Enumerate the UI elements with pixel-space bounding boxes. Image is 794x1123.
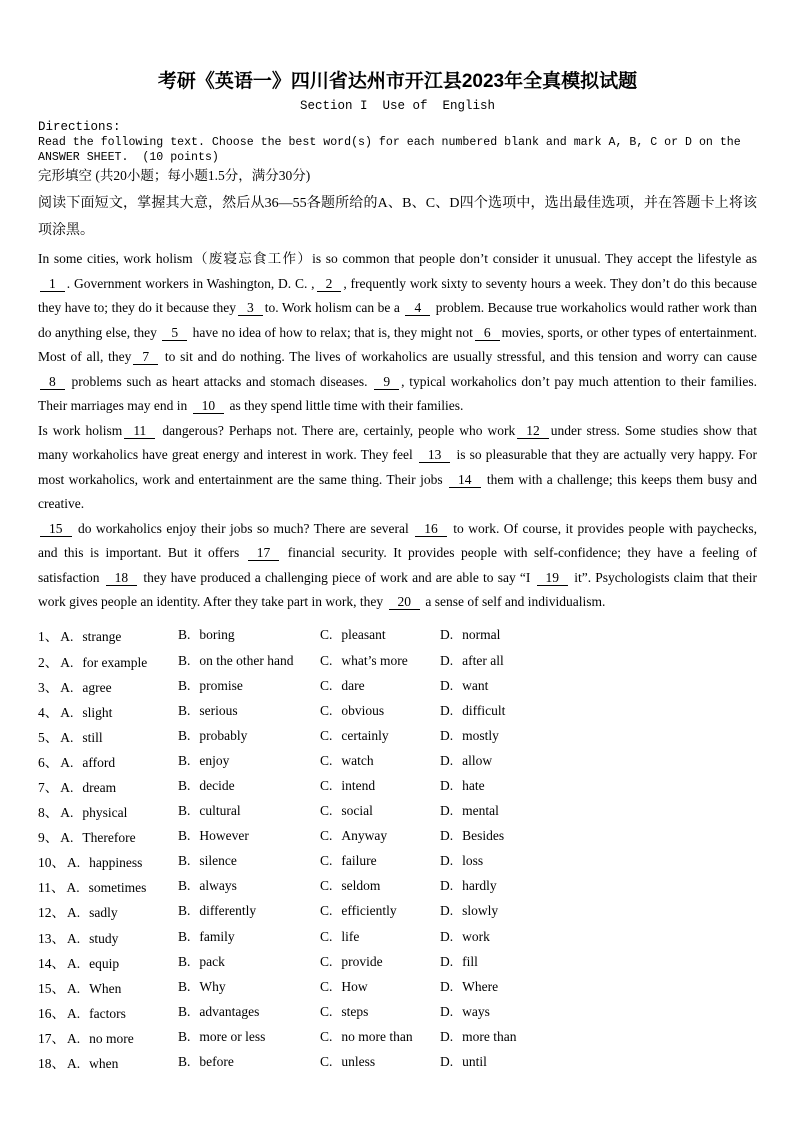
- option-text-b: boring: [199, 627, 235, 643]
- option-text-b: probably: [199, 727, 248, 743]
- option-a: [38, 751, 178, 771]
- option-letter-c: C.: [320, 978, 333, 994]
- option-b: [178, 753, 320, 769]
- option-text-b: decide: [199, 778, 235, 794]
- cloze-blank-2: 2: [317, 276, 342, 292]
- option-text-d: Where: [462, 978, 499, 994]
- option-b: [178, 903, 320, 919]
- option-letter-b: B.: [178, 803, 191, 819]
- option-letter-b: B.: [178, 752, 191, 768]
- option-text-a: sadly: [89, 905, 118, 921]
- option-text-d: hate: [462, 778, 485, 794]
- option-b: [178, 878, 320, 894]
- option-letter-b: B.: [178, 1054, 191, 1070]
- cloze-blank-3: 3: [238, 300, 263, 316]
- question-number: 10、: [38, 855, 65, 871]
- option-b: [178, 778, 320, 794]
- option-text-d: normal: [462, 627, 501, 643]
- option-text-c: what’s more: [341, 652, 408, 668]
- question-number: 4、: [38, 704, 59, 720]
- option-letter-c: C.: [320, 828, 333, 844]
- option-d: [440, 903, 757, 919]
- section-heading: Section I Use of English: [299, 99, 496, 113]
- cloze-blank-18: 18: [106, 570, 138, 586]
- option-letter-d: D.: [440, 627, 454, 643]
- option-d: [440, 653, 757, 669]
- option-text-a: physical: [82, 805, 128, 821]
- option-b: [178, 1054, 320, 1070]
- option-text-a: sometimes: [88, 880, 147, 896]
- option-text-d: more than: [462, 1028, 517, 1044]
- option-b: [178, 1029, 320, 1045]
- option-text-c: intend: [341, 778, 376, 794]
- exam-title: 考研《英语一》四川省达州市开江县2023年全真模拟试题: [157, 71, 638, 92]
- option-letter-c: C.: [320, 627, 333, 643]
- question-row: [38, 773, 757, 798]
- option-text-a: still: [82, 729, 103, 745]
- option-letter-d: D.: [440, 1003, 454, 1019]
- option-letter-a: A.: [60, 704, 74, 720]
- question-row: [38, 623, 757, 648]
- cloze-passage-paragraph: Is work holism 11 dangerous? Perhaps not. There are, certainly, people who work 12 under stress. Some studies show that many workaholics have great energy and interest in work. They feel 13 is so pleasurable that they are actually very happy. For most workaholics, work and entertainment are the same thing. Their jobs 14 them with a challenge; this keeps them busy and creative.: [38, 422, 757, 512]
- option-text-b: However: [199, 828, 249, 844]
- option-letter-b: B.: [178, 677, 191, 693]
- option-letter-c: C.: [320, 652, 333, 668]
- question-row: [38, 748, 757, 773]
- cloze-passage-paragraph: 15 do workaholics enjoy their jobs so much? There are several 16 to work. Of course, it provides people with paychecks, and this is important. But it offers 17 financial security. It provides people with self-confidence; they have a feeling of satisfaction 18 they have produced a challenging piece of work and are able to say “I 19 it”. Psychologists claim that their work gives people an identity. After they take part in work, they 20 a sense of self and individualism.: [38, 520, 757, 610]
- option-text-a: afford: [82, 754, 116, 770]
- option-text-a: agree: [82, 679, 112, 695]
- option-text-b: family: [199, 928, 235, 944]
- option-a: [38, 876, 178, 896]
- option-d: [440, 828, 757, 844]
- option-b: [178, 929, 320, 945]
- option-b: [178, 703, 320, 719]
- option-letter-a: A.: [60, 629, 74, 645]
- option-letter-d: D.: [440, 953, 454, 969]
- option-c: [320, 1029, 440, 1045]
- question-number: 11、: [38, 880, 65, 896]
- option-c: [320, 728, 440, 744]
- option-c: [320, 929, 440, 945]
- option-letter-d: D.: [440, 878, 454, 894]
- option-b: [178, 803, 320, 819]
- cloze-blank-17: 17: [248, 545, 280, 561]
- option-c: [320, 903, 440, 919]
- option-text-b: always: [199, 878, 237, 894]
- option-c: [320, 1054, 440, 1070]
- option-text-b: cultural: [199, 803, 241, 819]
- option-letter-d: D.: [440, 803, 454, 819]
- option-letter-b: B.: [178, 903, 191, 919]
- option-letter-c: C.: [320, 853, 333, 869]
- option-d: [440, 929, 757, 945]
- option-letter-a: A.: [60, 754, 74, 770]
- option-letter-a: A.: [67, 1005, 81, 1021]
- option-letter-a: A.: [67, 855, 81, 871]
- question-number: 13、: [38, 930, 65, 946]
- option-letter-b: B.: [178, 953, 191, 969]
- option-letter-d: D.: [440, 727, 454, 743]
- question-number: 9、: [38, 830, 59, 846]
- option-letter-d: D.: [440, 702, 454, 718]
- option-a: [38, 952, 178, 972]
- option-b: [178, 653, 320, 669]
- option-text-c: How: [341, 978, 368, 994]
- option-letter-d: D.: [440, 1028, 454, 1044]
- option-a: [38, 851, 178, 871]
- option-text-d: fill: [462, 953, 478, 969]
- option-b: [178, 954, 320, 970]
- cloze-blank-1: 1: [40, 276, 65, 292]
- option-letter-d: D.: [440, 778, 454, 794]
- question-number: 8、: [38, 805, 59, 821]
- option-b: [178, 1004, 320, 1020]
- option-c: [320, 828, 440, 844]
- option-text-b: advantages: [199, 1003, 260, 1019]
- option-text-a: factors: [89, 1005, 126, 1021]
- option-letter-c: C.: [320, 928, 333, 944]
- option-d: [440, 728, 757, 744]
- option-a: [38, 801, 178, 821]
- option-text-d: slowly: [462, 903, 499, 919]
- cloze-blank-12: 12: [517, 423, 549, 439]
- option-d: [440, 954, 757, 970]
- option-text-b: serious: [199, 702, 238, 718]
- option-b: [178, 728, 320, 744]
- option-letter-d: D.: [440, 978, 454, 994]
- option-letter-a: A.: [60, 679, 74, 695]
- cloze-blank-20: 20: [389, 594, 421, 610]
- question-number: 16、: [38, 1005, 65, 1021]
- question-row: [38, 849, 757, 874]
- option-c: [320, 703, 440, 719]
- option-letter-c: C.: [320, 702, 333, 718]
- question-row: [38, 874, 757, 899]
- option-letter-a: A.: [60, 729, 74, 745]
- option-letter-d: D.: [440, 652, 454, 668]
- question-number: 7、: [38, 780, 59, 796]
- option-letter-a: A.: [60, 780, 74, 796]
- question-number: 6、: [38, 754, 59, 770]
- option-c: [320, 627, 440, 643]
- question-row: [38, 899, 757, 924]
- option-letter-a: A.: [66, 880, 80, 896]
- option-b: [178, 627, 320, 643]
- option-text-b: enjoy: [199, 752, 230, 768]
- option-d: [440, 1054, 757, 1070]
- option-letter-a: A.: [60, 830, 74, 846]
- option-letter-d: D.: [440, 903, 454, 919]
- option-text-b: differently: [199, 903, 257, 919]
- option-letter-b: B.: [178, 978, 191, 994]
- option-text-d: want: [462, 677, 489, 693]
- option-letter-b: B.: [178, 627, 191, 643]
- option-letter-b: B.: [178, 828, 191, 844]
- option-letter-b: B.: [178, 878, 191, 894]
- option-text-a: slight: [82, 704, 113, 720]
- option-letter-a: A.: [67, 1030, 81, 1046]
- option-c: [320, 653, 440, 669]
- option-letter-a: A.: [67, 955, 81, 971]
- cloze-blank-14: 14: [449, 472, 481, 488]
- option-letter-c: C.: [320, 1003, 333, 1019]
- cloze-blank-9: 9: [374, 374, 399, 390]
- question-number: 14、: [38, 955, 65, 971]
- option-d: [440, 678, 757, 694]
- option-letter-b: B.: [178, 1028, 191, 1044]
- option-text-c: dare: [341, 677, 365, 693]
- question-row: [38, 698, 757, 723]
- cloze-blank-8: 8: [40, 374, 65, 390]
- question-row: [38, 824, 757, 849]
- option-text-a: study: [89, 930, 119, 946]
- option-a: [38, 927, 178, 947]
- option-text-c: obvious: [341, 702, 385, 718]
- option-letter-b: B.: [178, 1003, 191, 1019]
- option-letter-c: C.: [320, 878, 333, 894]
- option-d: [440, 803, 757, 819]
- option-d: [440, 703, 757, 719]
- directions-text: Read the following text. Choose the best word(s) for each numbered blank and mark A, B, C or D on the ANSWER SHEET. (10 points): [38, 136, 748, 165]
- option-d: [440, 853, 757, 869]
- cloze-blank-10: 10: [193, 398, 225, 414]
- option-letter-a: A.: [67, 930, 81, 946]
- option-text-c: provide: [341, 953, 383, 969]
- directions-label: Directions:: [38, 120, 121, 134]
- cloze-blank-16: 16: [415, 521, 447, 537]
- option-c: [320, 753, 440, 769]
- option-letter-d: D.: [440, 752, 454, 768]
- option-a: [38, 977, 178, 997]
- option-d: [440, 1004, 757, 1020]
- option-d: [440, 778, 757, 794]
- question-number: 5、: [38, 729, 59, 745]
- option-a: [38, 776, 178, 796]
- option-letter-a: A.: [67, 1056, 81, 1072]
- option-a: [38, 701, 178, 721]
- option-c: [320, 1004, 440, 1020]
- cloze-blank-13: 13: [419, 447, 451, 463]
- option-b: [178, 678, 320, 694]
- option-letter-c: C.: [320, 752, 333, 768]
- option-letter-c: C.: [320, 903, 333, 919]
- option-text-a: when: [89, 1056, 119, 1072]
- option-a: [38, 1052, 178, 1072]
- option-letter-c: C.: [320, 1028, 333, 1044]
- cloze-blank-4: 4: [405, 300, 430, 316]
- option-letter-c: C.: [320, 1054, 333, 1070]
- question-row: [38, 974, 757, 999]
- option-text-c: unless: [341, 1054, 376, 1070]
- option-a: [38, 1027, 178, 1047]
- option-letter-c: C.: [320, 803, 333, 819]
- option-text-c: Anyway: [341, 828, 388, 844]
- option-c: [320, 853, 440, 869]
- option-text-c: no more than: [341, 1028, 413, 1044]
- option-d: [440, 979, 757, 995]
- option-letter-d: D.: [440, 853, 454, 869]
- option-text-b: silence: [199, 853, 237, 869]
- option-text-a: happiness: [89, 855, 143, 871]
- question-number: 15、: [38, 980, 65, 996]
- option-text-c: failure: [341, 853, 377, 869]
- question-number: 17、: [38, 1030, 65, 1046]
- option-c: [320, 878, 440, 894]
- cloze-blank-5: 5: [162, 325, 187, 341]
- option-letter-a: A.: [67, 980, 81, 996]
- option-text-c: steps: [341, 1003, 369, 1019]
- option-letter-c: C.: [320, 677, 333, 693]
- option-text-a: When: [89, 980, 122, 996]
- option-c: [320, 803, 440, 819]
- option-text-a: dream: [82, 780, 117, 796]
- option-text-a: strange: [82, 629, 122, 645]
- option-text-d: mental: [462, 803, 499, 819]
- question-row: [38, 924, 757, 949]
- option-text-b: on the other hand: [199, 652, 294, 668]
- chinese-instructions: 阅读下面短文，掌握其大意，然后从36—55各题所给的A、B、C、D四个选项中，选出最佳选项，并在答题卡上将该项涂黑。: [38, 196, 757, 238]
- option-text-a: no more: [89, 1030, 134, 1046]
- option-text-d: loss: [462, 853, 484, 869]
- option-letter-d: D.: [440, 677, 454, 693]
- option-text-b: Why: [199, 978, 226, 994]
- option-c: [320, 778, 440, 794]
- option-letter-b: B.: [178, 727, 191, 743]
- question-row: [38, 799, 757, 824]
- option-text-d: ways: [462, 1003, 490, 1019]
- cloze-passage: [38, 247, 757, 615]
- option-text-a: Therefore: [82, 830, 136, 846]
- option-letter-b: B.: [178, 652, 191, 668]
- questions-list: [38, 623, 757, 1075]
- option-b: [178, 979, 320, 995]
- option-letter-a: A.: [60, 805, 74, 821]
- option-letter-b: B.: [178, 702, 191, 718]
- option-text-d: allow: [462, 752, 493, 768]
- option-letter-c: C.: [320, 778, 333, 794]
- option-c: [320, 979, 440, 995]
- option-text-b: more or less: [199, 1028, 266, 1044]
- cloze-blank-11: 11: [124, 423, 155, 439]
- option-a: [38, 651, 178, 671]
- option-letter-b: B.: [178, 928, 191, 944]
- option-text-c: watch: [341, 752, 374, 768]
- question-row: [38, 648, 757, 673]
- option-text-c: social: [341, 803, 373, 819]
- cloze-blank-15: 15: [40, 521, 72, 537]
- option-b: [178, 853, 320, 869]
- question-number: 1、: [38, 629, 59, 645]
- option-letter-c: C.: [320, 727, 333, 743]
- option-text-d: Besides: [462, 828, 505, 844]
- option-letter-d: D.: [440, 828, 454, 844]
- question-number: 2、: [38, 654, 59, 670]
- option-a: [38, 726, 178, 746]
- question-row: [38, 673, 757, 698]
- question-number: 12、: [38, 905, 65, 921]
- option-letter-a: A.: [60, 654, 74, 670]
- option-text-d: after all: [462, 652, 504, 668]
- cloze-passage-paragraph: In some cities, work holism（废寝忘食工作）is so common that people don’t consider it unusual. They accept the lifestyle as 1 . Government workers in Washington, D. C. , 2 , frequently work sixty to seventy hours a week. They don’t do this because they have to; they do it because they 3 to. Work holism can be a 4 problem. Because true workaholics would rather work than do anything else, they 5 have no idea of how to relax; that is, they might not 6 movies, sports, or other types of entertainment. Most of all, they 7 to sit and do nothing. The lives of workaholics are usually stressful, and this tension and worry can cause 8 problems such as heart attacks and stomach diseases. 9 , typical workaholics don’t pay much attention to their families. Their marriages may end in 10 as they spend little time with their families.: [38, 251, 758, 414]
- cloze-blank-19: 19: [537, 570, 569, 586]
- option-text-d: hardly: [462, 878, 497, 894]
- option-text-d: work: [462, 928, 490, 944]
- option-a: [38, 826, 178, 846]
- option-c: [320, 678, 440, 694]
- option-d: [440, 878, 757, 894]
- question-row: [38, 1050, 757, 1075]
- option-text-c: pleasant: [341, 627, 386, 643]
- option-letter-b: B.: [178, 853, 191, 869]
- option-d: [440, 627, 757, 643]
- option-text-b: before: [199, 1054, 234, 1070]
- question-row: [38, 999, 757, 1024]
- option-text-b: pack: [199, 953, 225, 969]
- option-a: [38, 901, 178, 921]
- option-b: [178, 828, 320, 844]
- option-letter-d: D.: [440, 1054, 454, 1070]
- option-c: [320, 954, 440, 970]
- cloze-blank-6: 6: [475, 325, 500, 341]
- option-text-c: efficiently: [341, 903, 397, 919]
- option-d: [440, 753, 757, 769]
- question-row: [38, 723, 757, 748]
- question-number: 18、: [38, 1056, 65, 1072]
- option-text-d: mostly: [462, 727, 499, 743]
- option-text-a: equip: [89, 955, 120, 971]
- option-text-a: for example: [82, 654, 148, 670]
- option-letter-d: D.: [440, 928, 454, 944]
- question-row: [38, 949, 757, 974]
- option-letter-c: C.: [320, 953, 333, 969]
- option-text-b: promise: [199, 677, 243, 693]
- option-text-d: difficult: [462, 702, 506, 718]
- question-row: [38, 1024, 757, 1049]
- score-note: 完形填空 (共20小题；每小题1.5分，满分30分): [38, 168, 311, 184]
- option-text-d: until: [462, 1054, 487, 1070]
- option-a: [38, 625, 178, 645]
- option-a: [38, 1002, 178, 1022]
- option-letter-a: A.: [67, 905, 81, 921]
- option-text-c: seldom: [341, 878, 381, 894]
- option-text-c: certainly: [341, 727, 389, 743]
- option-a: [38, 676, 178, 696]
- cloze-blank-7: 7: [133, 349, 158, 365]
- option-text-c: life: [341, 928, 360, 944]
- option-d: [440, 1029, 757, 1045]
- option-letter-b: B.: [178, 778, 191, 794]
- question-number: 3、: [38, 679, 59, 695]
